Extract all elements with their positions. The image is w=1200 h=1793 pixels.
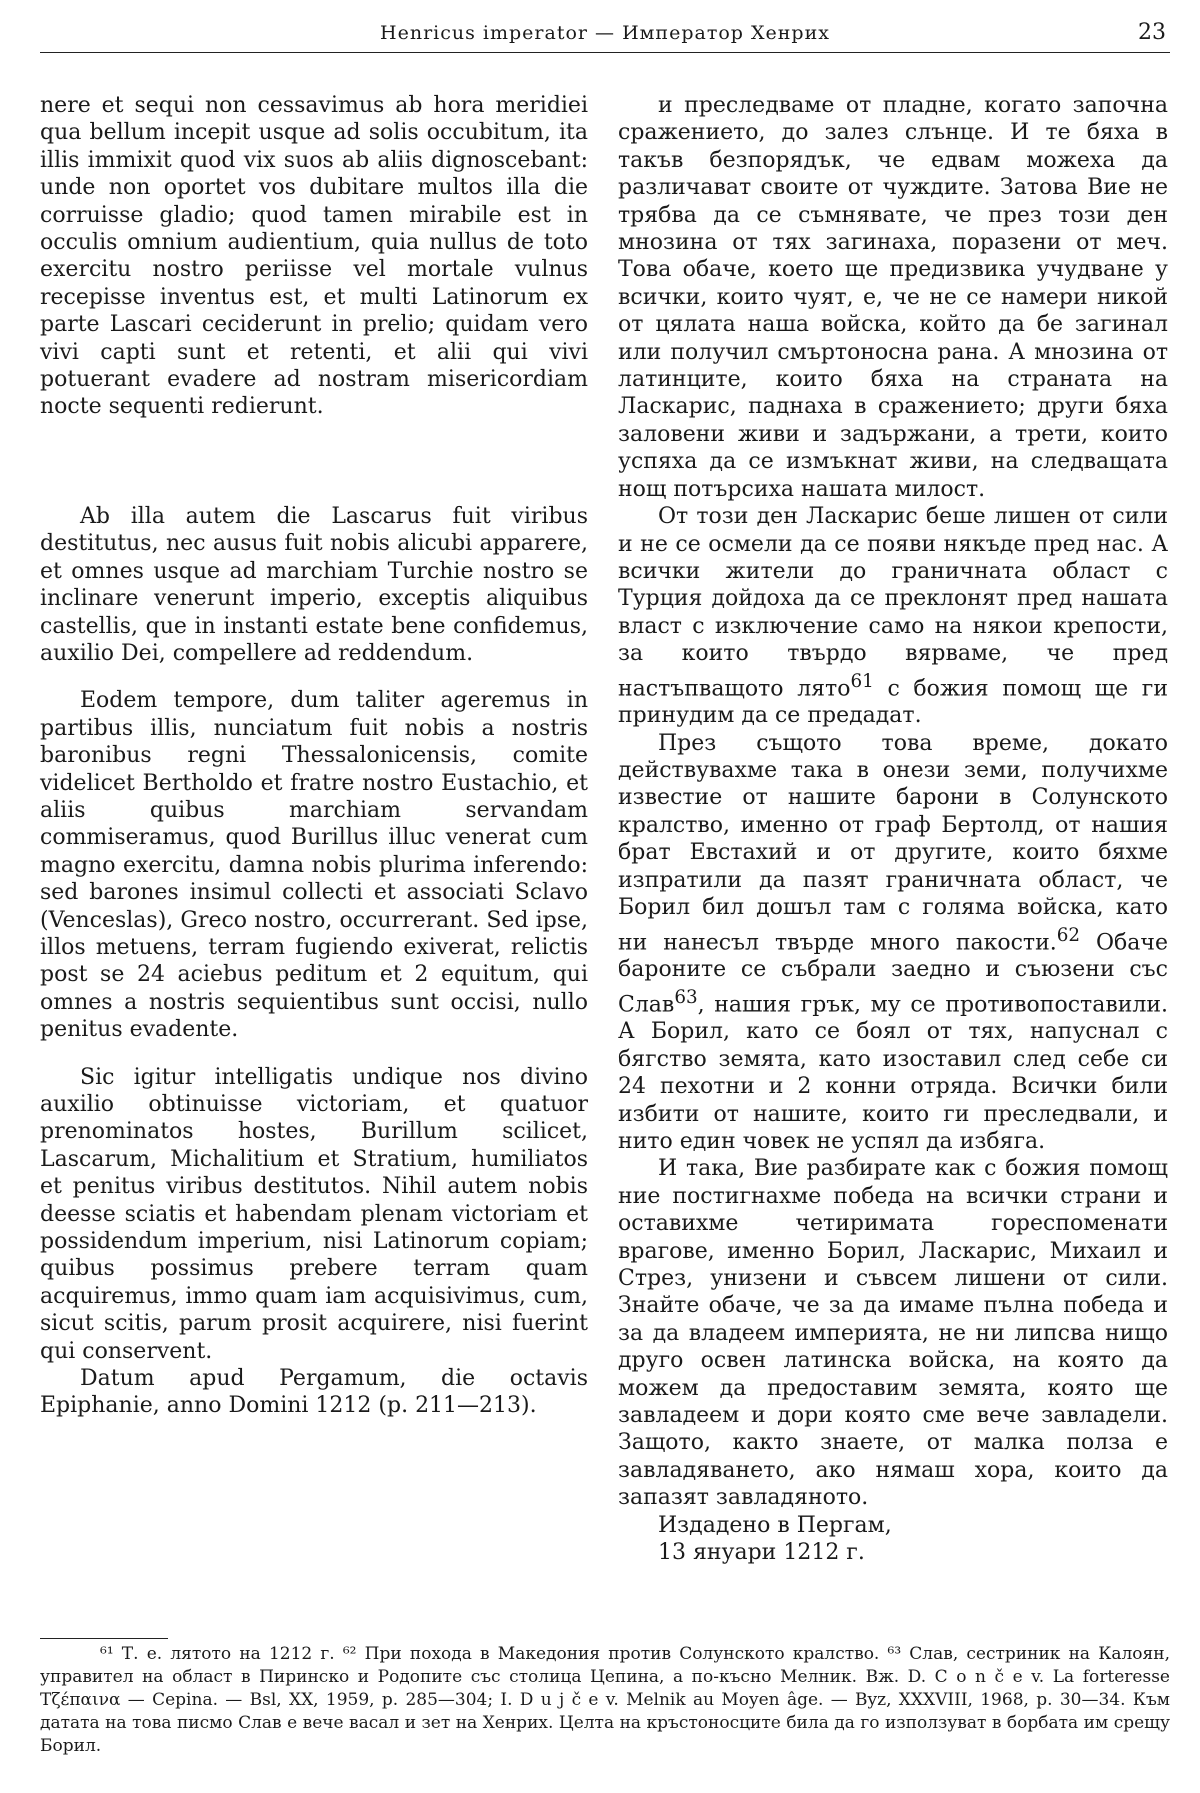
latin-paragraph-2: Ab illa autem die Lascarus fuit viribus destitutus, nec ausus fuit nobis alicubi apparere, et omnes usque ad marchiam Turchie nostro se inclinare venerunt imperio, exceptis aliquibus castellis, que in instanti estate bene confidemus, auxilio Dei, compellere ad reddendum. [40,503,588,666]
bulgarian-paragraph-3 [618,730,1168,1156]
latin-column [40,92,588,1420]
footnote-text: ⁶¹ Т. е. лятото на 1212 г. ⁶² При похода в Македония против Солунското кралство. ⁶³ Слав, сестриник на Калоян, управител на област в Пиринско и Родопите със столица Цепина, а по-късно Мелник. Вж. D. C o n č e v. La forteresse Τζέπαινα — Cepina. — Bsl, XX, 1959, p. 285—304; I. D u j č e v. Melnik au Moyen âge. — Byz, XXXVIII, 1968, p. 30—34. Към датата на това писмо Слав е вече васал и зет на Хенрих. Целта на кръстоносците била да го използуват в борбата им срещу Борил. [40,1644,1170,1756]
bulgarian-paragraph-1: и преследваме от пладне, когато започна сражението, до залез слънце. И те бяха в такъв безпорядък, че едвам можеха да различават своите от чуждите. Затова Вие не трябва да се съмнявате, че през този ден мнозина от тях загинаха, поразени от меч. Това обаче, което ще предизвика учудване у всички, които чуят, е, че не се намери никой от цялата наша войска, който да бе загинал или получил смъртоносна рана. А мнозина от латинците, които бяха на страната на Ласкарис, паднаха в сражението; други бяха заловени живи и задържани, а трети, които успяха да се измъкнат живи, на следващата нощ потърсиха нашата милост. [618,93,1168,502]
latin-paragraph-4: Sic igitur intelligatis undique nos divino auxilio obtinuisse victoriam, et quatuor prenominatos hostes, Burillum scilicet, Lascarum, Michalitium et Stratium, humiliatos et penitus viribus destitutos. Nihil autem nobis deesse sciatis et habendam plenam victoriam et possidendum imperium, nisi Latinorum copiam; quibus possimus prebere terram quam acquiremus, immo quam iam acquisivimus, cum, sicut scitis, parum prosit acquirere, nisi fuerint qui conservent. [40,1064,588,1364]
footnote-rule [40,1638,168,1639]
bulgarian-paragraph-2 [618,503,1168,730]
bulgarian-column [618,92,1168,1567]
running-title: Henricus imperator — Император Хенрих [380,22,830,44]
bulgarian-paragraph-4: И така, Вие разбирате как с божия помощ ние постигнахме победа на всички страни и оставихме четиримата гореспоменати врагове, именно Борил, Ласкарис, Михаил и Стрез, унизени и съвсем лишени от сили. Знайте обаче, че за да имаме пълна победа и за да владеем империята, не ни липсва нищо друго освен латинска войска, на която да можем да предоставим земята, която ще завладеем и дори която сме вече завладели. Защото, както знаете, от малка полза е завладяването, ако нямаш хора, които да запазят завладяното. [618,1156,1168,1511]
bulgarian-paragraph-2-text-b: с божия помощ ще ги принудим да се предадат. [618,675,1168,729]
footnotes [40,1638,1170,1758]
bulgarian-paragraph-2-text-a: От този ден Ласкарис беше лишен от сили и не се осмели да се появи някъде пред нас. А всички жители до граничната област с Турция дойдоха да се преклонят пред нашата власт с изключение само на някои крепости, за които твърдо вярваме, че пред настъпващото лято [618,504,1168,701]
signature-place: Издадено в Пергам, [658,1512,892,1538]
latin-date-line: Datum apud Pergamum, die octavis Epiphanie, anno Domini 1212 (p. 211—213). [40,1366,588,1419]
bulgarian-paragraph-3-text-c: , нашия грък, му се противопоставили. А Борил, като се боял от тях, напуснал с бягство земята, като изоставил след себе си 24 пехотни и 2 конни отряда. Всички били избити от нашите, които ги преследвали, и нито един човек не успял да избяга. [618,991,1168,1155]
page-header [40,18,1170,53]
signature-date: 13 януари 1212 г. [658,1540,865,1566]
footnote-ref-61[interactable]: 61 [850,670,874,692]
footnote-ref-62[interactable]: 62 [1056,924,1081,946]
footnote-ref-63[interactable]: 63 [674,986,698,1008]
latin-paragraph-1: nere et sequi non cessavimus ab hora meridiei qua bellum incepit usque ad solis occubitum, ita illis immixit quod vix suos ab aliis dignoscebant: unde non oportet vos dubitare multos illa die corruisse gladio; quod tamen mirabile est in occulis omnium audientium, quia nullus de toto exercitu nostro periisse vel mortale vulnus recepisse inventus est, et multi Latinorum ex parte Lascari ceciderunt in prelio; quidam vero vivi capti sunt et retenti, et alii qui vivi potuerant evadere ad nostram misericordiam nocte sequenti redierunt. [40,93,588,420]
latin-paragraph-3: Eodem tempore, dum taliter ageremus in partibus illis, nunciatum fuit nobis a nostris baronibus regni Thessalonicensis, comite videlicet Bertholdo et fratre nostro Eustachio, et aliis quibus marchiam servandam commiseramus, quod Burillus illuc venerat cum magno exercitu, damna nobis plurima inferendo: sed barones insimul collecti et associati Sclavo (Venceslas), Greco nostro, occurrerant. Sed ipse, illos metuens, terram fugiendo exiverat, relictis post se 24 aciebus peditum et 2 equitum, qui omnes a nostris sequientibus sunt occisi, nullo penitus evadente. [40,688,588,1043]
bulgarian-paragraph-3-text-b: Обаче бароните се събрали заедно и съюзени със Слав [618,929,1168,1017]
page-number: 23 [1138,20,1166,45]
bulgarian-paragraph-3-text-a: През същото това време, докато действувахме така в онези земи, получихме известие от нашите барони в Солунското кралство, именно от граф Бертолд, от нашия брат Евстахий и от другите, които бяхме изпратили да пазят граничната област, че Борил бил дошъл там с голяма войска, като ни нанесъл твърде много пакости. [618,730,1168,955]
